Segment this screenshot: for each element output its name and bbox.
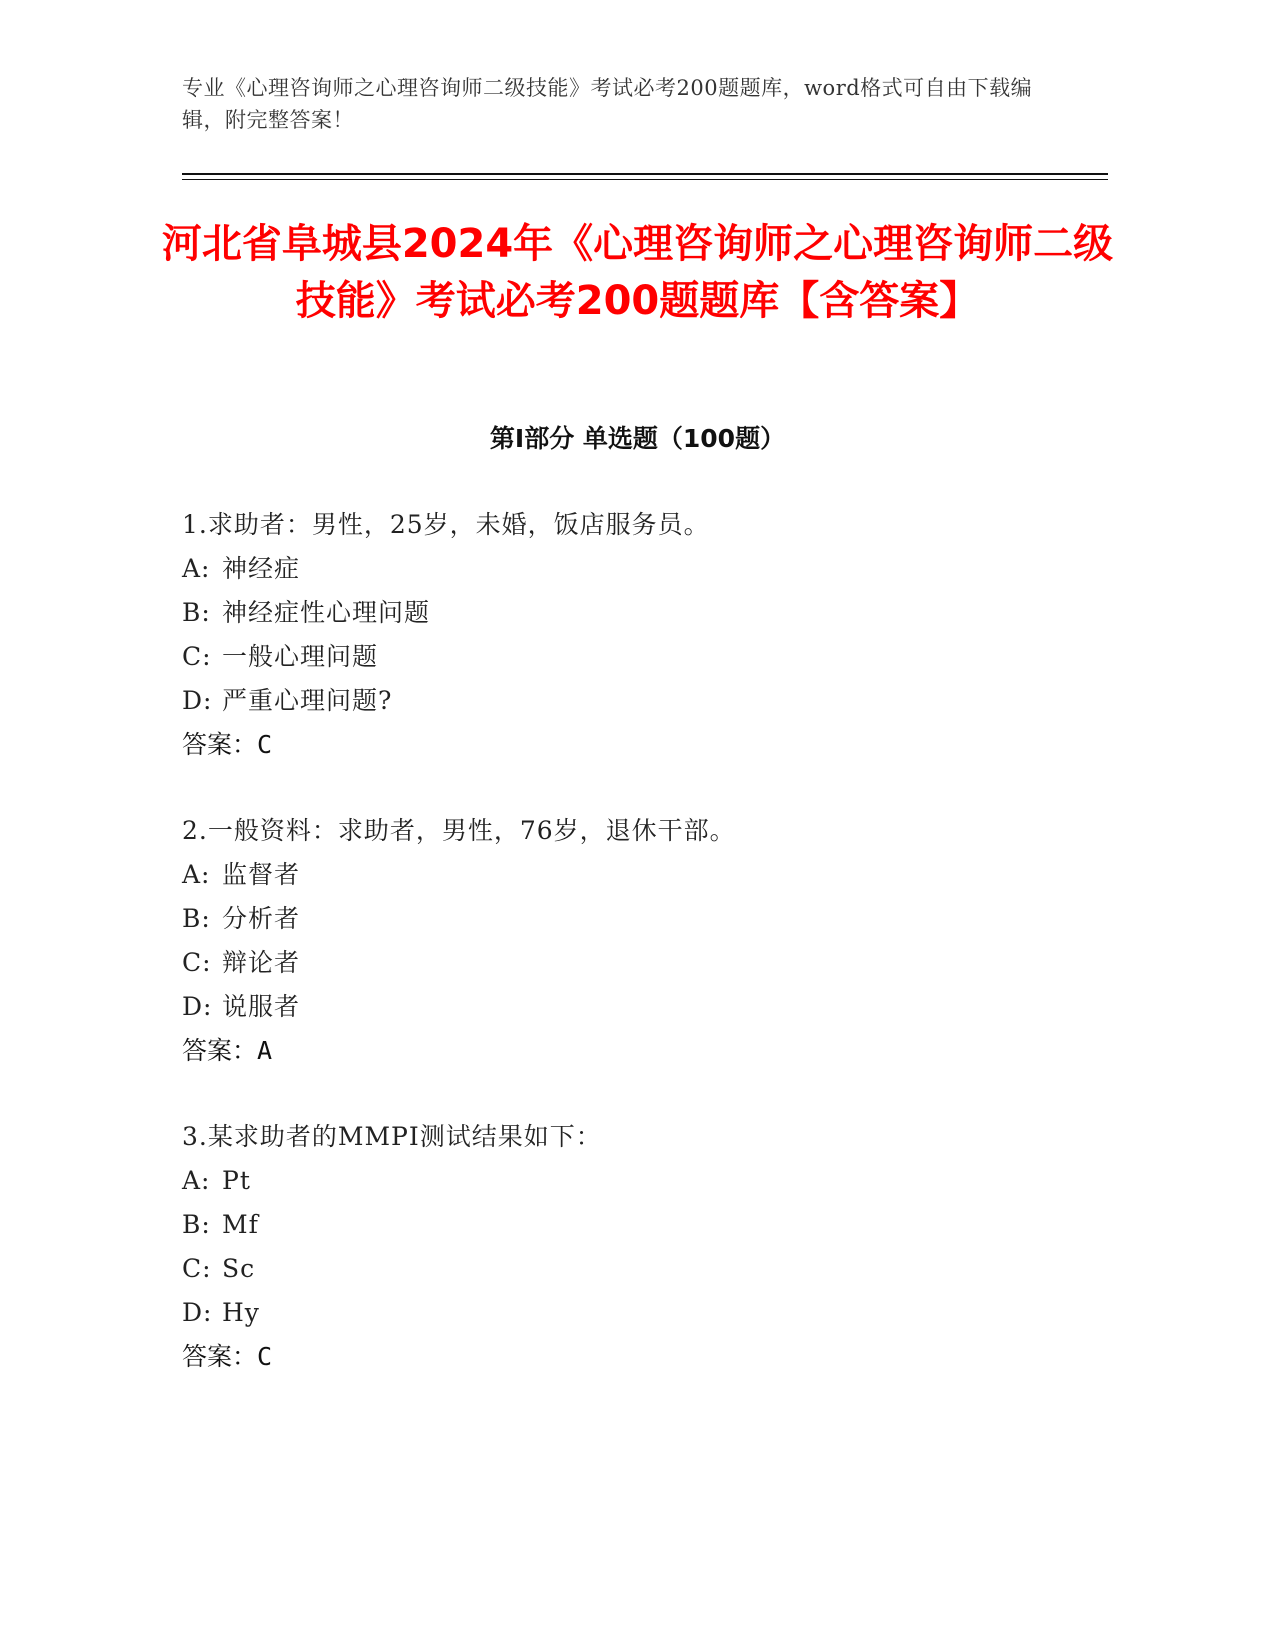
option-d [182, 985, 1082, 1029]
option-a [182, 1159, 1082, 1203]
option-letter: D: [182, 992, 213, 1021]
option-letter: C: [182, 642, 212, 671]
question-stem: 3.某求助者的MMPI测试结果如下： [182, 1122, 602, 1151]
option-c [182, 941, 1082, 985]
answer-line [182, 1029, 1082, 1073]
option-c [182, 635, 1082, 679]
option-text: Pt [222, 1166, 251, 1195]
option-letter: A: [182, 860, 211, 889]
answer-value: C [257, 730, 273, 759]
document-title: 河北省阜城县2024年《心理咨询师之心理咨询师二级技能》考试必考200题题库【含答案】 [161, 221, 1114, 324]
option-a [182, 853, 1082, 897]
option-letter: C: [182, 948, 212, 977]
question-3 [182, 1115, 1082, 1379]
option-letter: A: [182, 554, 211, 583]
option-a [182, 547, 1082, 591]
option-text: 神经症性心理问题 [222, 598, 431, 627]
option-d [182, 679, 1082, 723]
option-text: Hy [222, 1298, 260, 1327]
header-divider-thick [182, 173, 1108, 175]
option-text: 辩论者 [222, 948, 301, 977]
question-stem: 2.一般资料：求助者，男性，76岁，退休干部。 [182, 816, 736, 845]
answer-label: 答案： [182, 1342, 258, 1371]
option-letter: B: [182, 1210, 211, 1239]
answer-label: 答案： [182, 1036, 258, 1065]
option-text: Sc [222, 1254, 256, 1283]
header-divider-thin [182, 179, 1108, 180]
question-1 [182, 503, 1082, 767]
option-text: Mf [222, 1210, 259, 1239]
question-2 [182, 809, 1082, 1073]
question-stem: 1.求助者：男性，25岁，未婚，饭店服务员。 [182, 510, 710, 539]
option-text: 监督者 [222, 860, 301, 889]
option-letter: B: [182, 904, 211, 933]
option-text: 神经症 [222, 554, 301, 583]
option-b [182, 897, 1082, 941]
option-letter: A: [182, 1166, 211, 1195]
answer-value: A [257, 1036, 273, 1065]
option-text: 一般心理问题 [222, 642, 379, 671]
option-letter: D: [182, 686, 213, 715]
option-b [182, 1203, 1082, 1247]
answer-value: C [257, 1342, 273, 1371]
option-c [182, 1247, 1082, 1291]
section-heading: 第I部分 单选题（100题） [489, 424, 786, 453]
header-note: 专业《心理咨询师之心理咨询师二级技能》考试必考200题题库，word格式可自由下载编辑，附完整答案！ [182, 76, 1033, 132]
option-text: 严重心理问题? [222, 686, 393, 715]
option-letter: D: [182, 1298, 213, 1327]
option-d [182, 1291, 1082, 1335]
option-letter: C: [182, 1254, 212, 1283]
answer-line [182, 723, 1082, 767]
option-b [182, 591, 1082, 635]
option-text: 说服者 [222, 992, 301, 1021]
option-letter: B: [182, 598, 211, 627]
answer-line [182, 1335, 1082, 1379]
option-text: 分析者 [222, 904, 301, 933]
answer-label: 答案： [182, 730, 258, 759]
